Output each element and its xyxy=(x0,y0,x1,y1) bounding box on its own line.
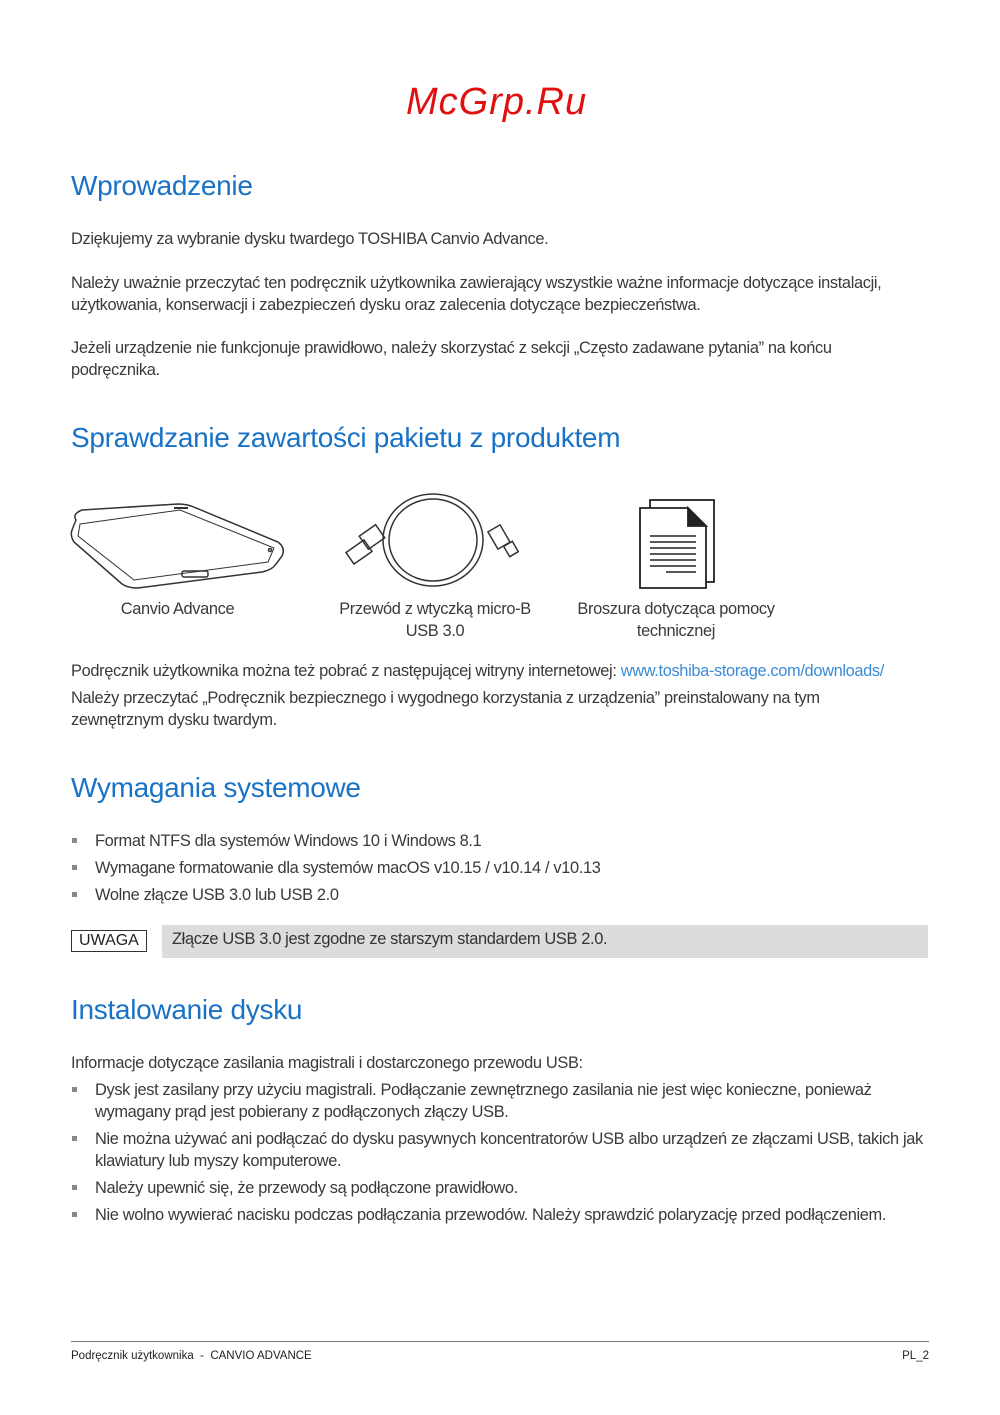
list-item: Format NTFS dla systemów Windows 10 i Windows 8.1 xyxy=(71,830,931,852)
section-title-requirements: Wymagania systemowe xyxy=(71,772,361,803)
list-item: Dysk jest zasilany przy użyciu magistrali. Podłączanie zewnętrznego zasilania nie jest więc konieczne, ponieważ wymagany prąd jest pobierany z podłączonych złączy USB. xyxy=(71,1079,936,1123)
safety-paragraph: Należy przeczytać „Podręcznik bezpiecznego i wygodnego korzystania z urządzenia” preinstalowany na tym zewnętrznym dysku twardym. xyxy=(71,689,820,729)
list-item: Wolne złącze USB 3.0 lub USB 2.0 xyxy=(71,884,931,906)
watermark: McGrp.Ru xyxy=(406,81,588,123)
download-paragraph xyxy=(71,660,951,682)
note-box: Złącze USB 3.0 jest zgodne ze starszym standardem USB 2.0. xyxy=(162,925,928,958)
document-icon xyxy=(636,498,721,590)
section-title-install: Instalowanie dysku xyxy=(71,994,303,1025)
footer-left: Podręcznik użytkownika - CANVIO ADVANCE xyxy=(71,1350,312,1362)
list-item: Nie można używać ani podłączać do dysku pasywnych koncentratorów USB albo urządzeń ze złączami USB, takich jak klawiatury lub myszy komputerowe. xyxy=(71,1128,936,1172)
intro-paragraph-2: Należy uważnie przeczytać ten podręcznik użytkownika zawierający wszystkie ważne informacje dotyczące instalacji, użytkowania, konserwacji i zabezpieczeń dysku oraz zalecenia dotyczące bezpieczeństwa. xyxy=(71,274,882,314)
install-intro: Informacje dotyczące zasilania magistrali i dostarczonego przewodu USB: xyxy=(71,1054,583,1072)
list-item: Nie wolno wywierać nacisku podczas podłączania przewodów. Należy sprawdzić polaryzację przed podłączeniem. xyxy=(71,1204,936,1226)
list-item: Należy upewnić się, że przewody są podłączone prawidłowo. xyxy=(71,1177,936,1199)
footer-divider xyxy=(71,1341,929,1342)
package-item-label: Broszura dotycząca pomocy technicznej xyxy=(577,600,775,640)
usb-cable-icon xyxy=(340,493,525,591)
package-item-label: Canvio Advance xyxy=(120,600,235,618)
install-list xyxy=(71,1079,936,1226)
section-title-package: Sprawdzanie zawartości pakietu z produktem xyxy=(71,422,621,453)
intro-paragraph-1: Dziękujemy za wybranie dysku twardego TOSHIBA Canvio Advance. xyxy=(71,230,549,248)
download-link[interactable]: www.toshiba-storage.com/downloads/ xyxy=(620,662,884,680)
hard-drive-icon xyxy=(68,500,288,590)
section-title-intro: Wprowadzenie xyxy=(71,170,253,201)
intro-paragraph-3: Jeżeli urządzenie nie funkcjonuje prawidłowo, należy skorzystać z sekcji „Często zadawane pytania” na końcu podręcznika. xyxy=(71,339,832,379)
note-label: UWAGA xyxy=(71,930,147,952)
requirements-list xyxy=(71,830,931,906)
page-number: PL_2 xyxy=(902,1350,929,1362)
download-text: Podręcznik użytkownika można też pobrać z następującej witryny internetowej: xyxy=(71,662,621,680)
package-item-label: Przewód z wtyczką micro-B USB 3.0 xyxy=(339,600,531,640)
list-item: Wymagane formatowanie dla systemów macOS v10.15 / v10.14 / v10.13 xyxy=(71,857,931,879)
